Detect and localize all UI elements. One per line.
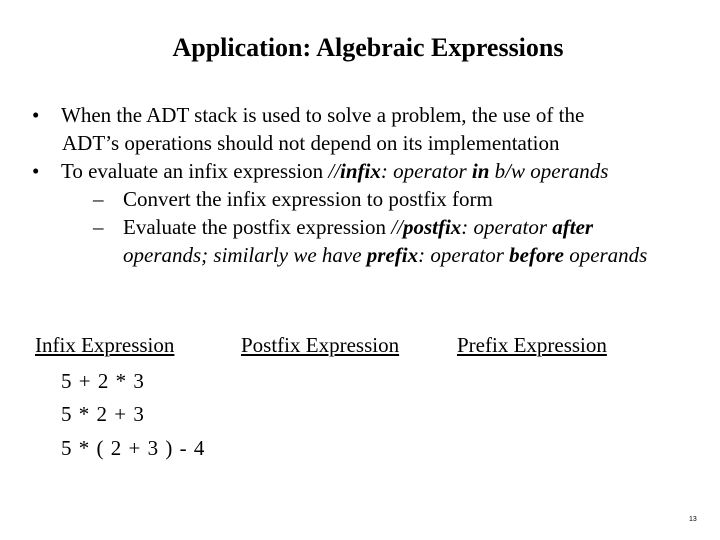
bullet-dot-icon: •	[32, 103, 40, 127]
subbullet-1	[30, 185, 710, 213]
slide-body	[30, 101, 710, 269]
comment-term-infix: infix	[340, 159, 381, 183]
comment-term-after: after	[552, 215, 594, 239]
comment-text: operands	[563, 243, 648, 267]
bullet-1-continuation	[30, 129, 710, 157]
comment-text: operands; similarly we have	[123, 243, 367, 267]
subbullet-2-comment-line-2	[123, 243, 647, 267]
comment-text: : operator	[380, 159, 472, 183]
bullet-1	[30, 101, 710, 129]
header-infix: Infix Expression	[35, 333, 175, 357]
bullet-1-text-line-1: When the ADT stack is used to solve a problem, the use of the	[61, 103, 585, 127]
comment-term-postfix: postfix	[402, 215, 462, 239]
infix-row-2: 5 * 2 + 3	[61, 402, 145, 426]
infix-row-1: 5 + 2 * 3	[61, 369, 145, 393]
header-prefix: Prefix Expression	[457, 333, 607, 357]
bullet-2	[30, 157, 710, 185]
subbullet-2-continuation	[30, 241, 710, 269]
comment-text: : operator	[461, 215, 553, 239]
bullet-2-text: To evaluate an infix expression	[61, 159, 329, 183]
dash-icon: –	[93, 187, 104, 211]
comment-slashes: //	[391, 215, 403, 239]
comment-term-in: in	[471, 159, 490, 183]
expression-table	[0, 333, 720, 473]
subbullet-2-comment	[391, 215, 593, 239]
comment-text: : operator	[418, 243, 510, 267]
comment-term-before: before	[509, 243, 564, 267]
subbullet-2-text: Evaluate the postfix expression	[123, 215, 392, 239]
comment-slashes: //	[328, 159, 341, 183]
header-postfix: Postfix Expression	[241, 333, 400, 357]
dash-icon: –	[93, 215, 104, 239]
subbullet-2	[30, 213, 710, 241]
slide-title: Application: Algebraic Expressions	[172, 33, 564, 62]
subbullet-1-text: Convert the infix expression to postfix form	[123, 187, 493, 211]
bullet-2-comment	[328, 159, 608, 183]
comment-term-prefix: prefix	[366, 243, 419, 267]
bullet-1-text-line-2: ADT’s operations should not depend on its implementation	[62, 131, 560, 155]
bullet-dot-icon: •	[32, 159, 40, 183]
page-number: 13	[689, 516, 697, 523]
comment-text: b/w operands	[489, 159, 609, 183]
infix-row-3: 5 * ( 2 + 3 ) - 4	[61, 436, 206, 460]
